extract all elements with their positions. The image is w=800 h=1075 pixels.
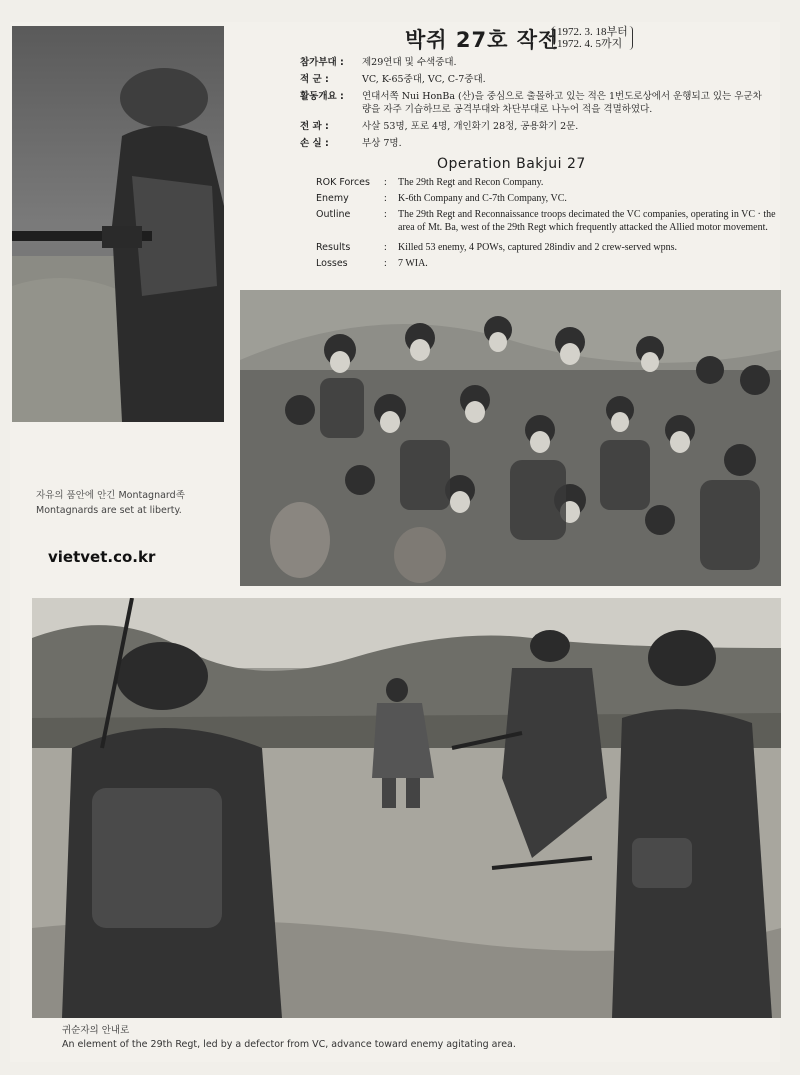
ko-value: 부상 7명. [362,138,402,149]
ko-value: 제29연대 및 수색중대. [362,57,457,68]
patrol-photo [32,598,781,1018]
en-value: Killed 53 enemy, 4 POWs, captured 28indiv and 2 crew-served wpns. [398,242,678,253]
en-row-forces: ROK Forces : The 29th Regt and Recon Company. [316,176,776,189]
en-row-losses: Losses : 7 WIA. [316,257,776,270]
ko-row-forces [300,56,770,69]
en-value: 7 WIA. [398,258,428,269]
operation-title-ko: 박쥐 27호 작전 [405,28,560,52]
operation-date-end: 1972. 4. 5까지 [557,38,623,50]
ko-label: 손 실 : [300,138,329,149]
en-label: Losses [316,258,348,269]
ko-row-enemy [300,73,770,86]
ko-value: 연대서쪽 Nui HonBa (산)을 중심으로 출몰하고 있는 적은 1번도로상에서 운행되고 있는 우군차량을 자주 기습하므로 공격부대와 차단부대로 나누어 적을 격멸하였다. [362,91,762,115]
en-value: The 29th Regt and Recon Company. [398,177,544,188]
ko-label: 활동개요 : [300,91,344,102]
operation-dates [552,26,633,50]
ko-label: 참가부대 : [300,57,344,68]
en-label: Results [316,242,351,253]
watermark-text: vietvet.co.kr [48,548,156,566]
patrol-caption-ko: 귀순자의 안내로 [62,1025,130,1036]
operation-date-start: 1972. 3. 18부터 [557,26,628,38]
montagnards-caption-en: Montagnards are set at liberty. [36,505,182,516]
ko-row-losses [300,137,770,150]
patrol-caption [62,1024,516,1052]
korean-details [300,56,770,154]
en-value: K-6th Company and C-7th Company, VC. [398,193,567,204]
en-value: The 29th Regt and Reconnaissance troops decimated the VC companies, operating in VC · the area of Mt. Ba, west of the 29th Regt which frequently attacked the Allied motor movement. [398,209,776,233]
soldier-photo [12,26,224,422]
en-label: Enemy [316,193,349,204]
ko-row-outline [300,90,770,116]
en-row-outline: Outline : The 29th Regt and Reconnaissance troops decimated the VC companies, operating in VC · the area of Mt. Ba, west of the 29th Regt which frequently attacked the Allied motor movement. [316,209,776,233]
montagnards-caption [36,488,185,518]
montagnards-photo [240,290,781,586]
patrol-caption-en: An element of the 29th Regt, led by a defector from VC, advance toward enemy agitating area. [62,1039,516,1050]
en-row-results: Results : Killed 53 enemy, 4 POWs, captured 28indiv and 2 crew-served wpns. [316,241,776,254]
ko-value: VC, K-65중대, VC, C-7중대. [362,74,486,85]
en-label: ROK Forces [316,177,370,188]
ko-value: 사살 53명, 포로 4명, 개인화기 28정, 공용화기 2문. [362,121,579,132]
operation-title-en: Operation Bakjui 27 [437,156,586,172]
en-row-enemy: Enemy : K-6th Company and C-7th Company, VC. [316,192,776,205]
ko-label: 전 과 : [300,121,329,132]
english-details [316,176,776,273]
ko-label: 적 군 : [300,74,329,85]
montagnards-caption-ko: 자유의 품안에 안긴 Montagnard족 [36,490,185,501]
ko-row-results [300,120,770,133]
en-label: Outline [316,209,351,220]
